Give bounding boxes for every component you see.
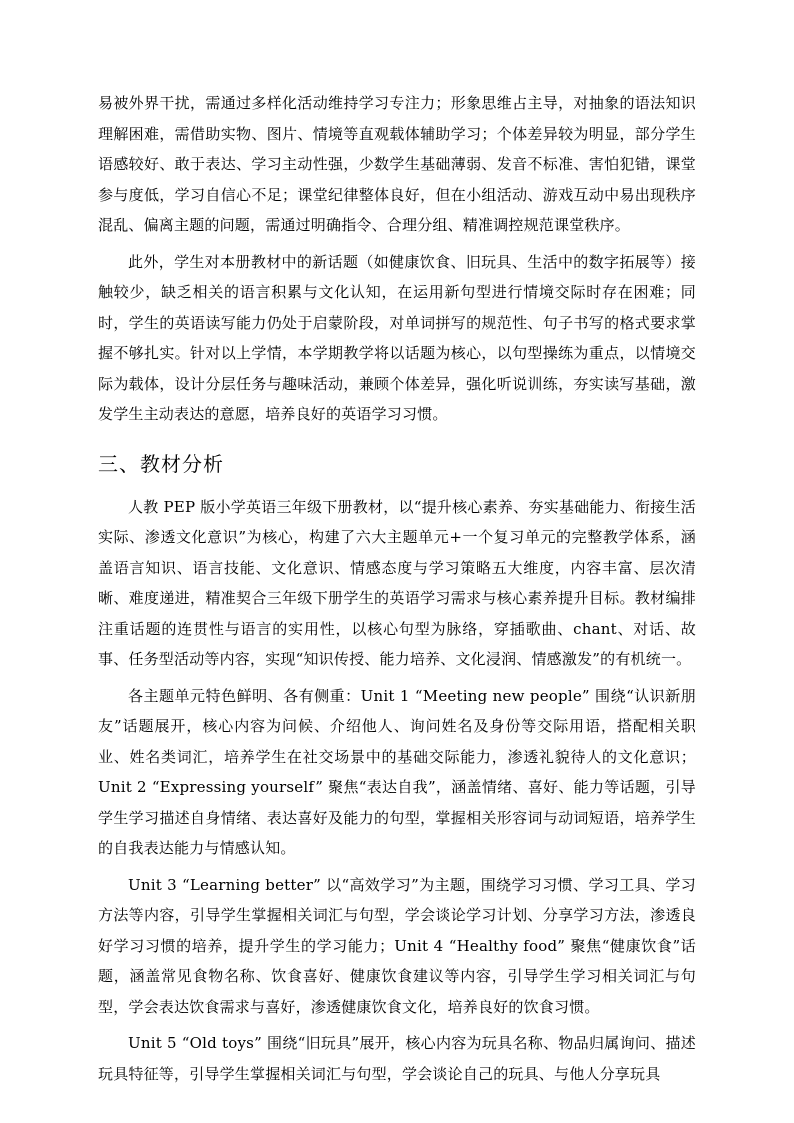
body-paragraph: 此外，学生对本册教材中的新话题（如健康饮食、旧玩具、生活中的数字拓展等）接触较少，缺乏相关的语言积累与文化认知，在运用新句型进行情境交际时存在困难；同时，学生的英语读写能力仍处于启蒙阶段，对单词拼写的规范性、句子书写的格式要求掌握不够扎实。针对以上学情，本学期教学将以话题为核心，以句型操练为重点，以情境交际为载体，设计分层任务与趣味活动，兼顾个体差异，强化听说训练，夯实读写基础，激发学生主动表达的意愿，培养良好的英语学习习惯。 <box>98 252 696 423</box>
document-page <box>98 88 696 1089</box>
body-paragraph: 易被外界干扰，需通过多样化活动维持学习专注力；形象思维占主导，对抽象的语法知识理解困难，需借助实物、图片、情境等直观载体辅助学习；个体差异较为明显，部分学生语感较好、敢于表达、学习主动性强，少数学生基础薄弱、发音不标准、害怕犯错，课堂参与度低，学习自信心不足；课堂纪律整体良好，但在小组活动、游戏互动中易出现秩序混乱、偏离主题的问题，需通过明确指令、合理分组、精准调控规范课堂秩序。 <box>98 94 696 234</box>
body-paragraph: Unit 3 “Learning better” 以“高效学习”为主题，围绕学习习惯、学习工具、学习方法等内容，引导学生掌握相关词汇与句型，学会谈论学习计划、分享学习方法，渗透良好学习习惯的培养，提升学生的学习能力；Unit 4 “Healthy food” 聚焦“健康饮食”话题，涵盖常见食物名称、饮食喜好、健康饮食建议等内容，引导学生学习相关词汇与句型，学会表达饮食需求与喜好，渗透健康饮食文化，培养良好的饮食习惯。 <box>98 875 696 1016</box>
section-heading: 三、教材分析 <box>98 451 224 476</box>
body-paragraph: Unit 5 “Old toys” 围绕“旧玩具”展开，核心内容为玩具名称、物品归属询问、描述玩具特征等，引导学生掌握相关词汇与句型，学会谈论自己的玩具、与他人分享玩具 <box>98 1034 696 1083</box>
body-paragraph: 各主题单元特色鲜明、各有侧重：Unit 1 “Meeting new people” 围绕“认识新朋友”话题展开，核心内容为问候、介绍他人、询问姓名及身份等交际用语，搭配相关职业、姓名类词汇，培养学生在社交场景中的基础交际能力，渗透礼貌待人的文化意识；Unit 2 “Expressing yourself” 聚焦“表达自我”，涵盖情绪、喜好、能力等话题，引导学生学习描述自身情绪、表达喜好及能力的句型，掌握相关形容词与动词短语，培养学生的自我表达能力与情感认知。 <box>98 686 696 857</box>
body-paragraph: 人教 PEP 版小学英语三年级下册教材，以“提升核心素养、夯实基础能力、衔接生活实际、渗透文化意识”为核心，构建了六大主题单元+一个复习单元的完整教学体系，涵盖语言知识、语言技能、文化意识、情感态度与学习策略五大维度，内容丰富、层次清晰、难度递进，精准契合三年级下册学生的英语学习需求与核心素养提升目标。教材编排注重话题的连贯性与语言的实用性，以核心句型为脉络，穿插歌曲、chant、对话、故事、任务型活动等内容，实现“知识传授、能力培养、文化浸润、情感激发”的有机统一。 <box>98 497 696 668</box>
